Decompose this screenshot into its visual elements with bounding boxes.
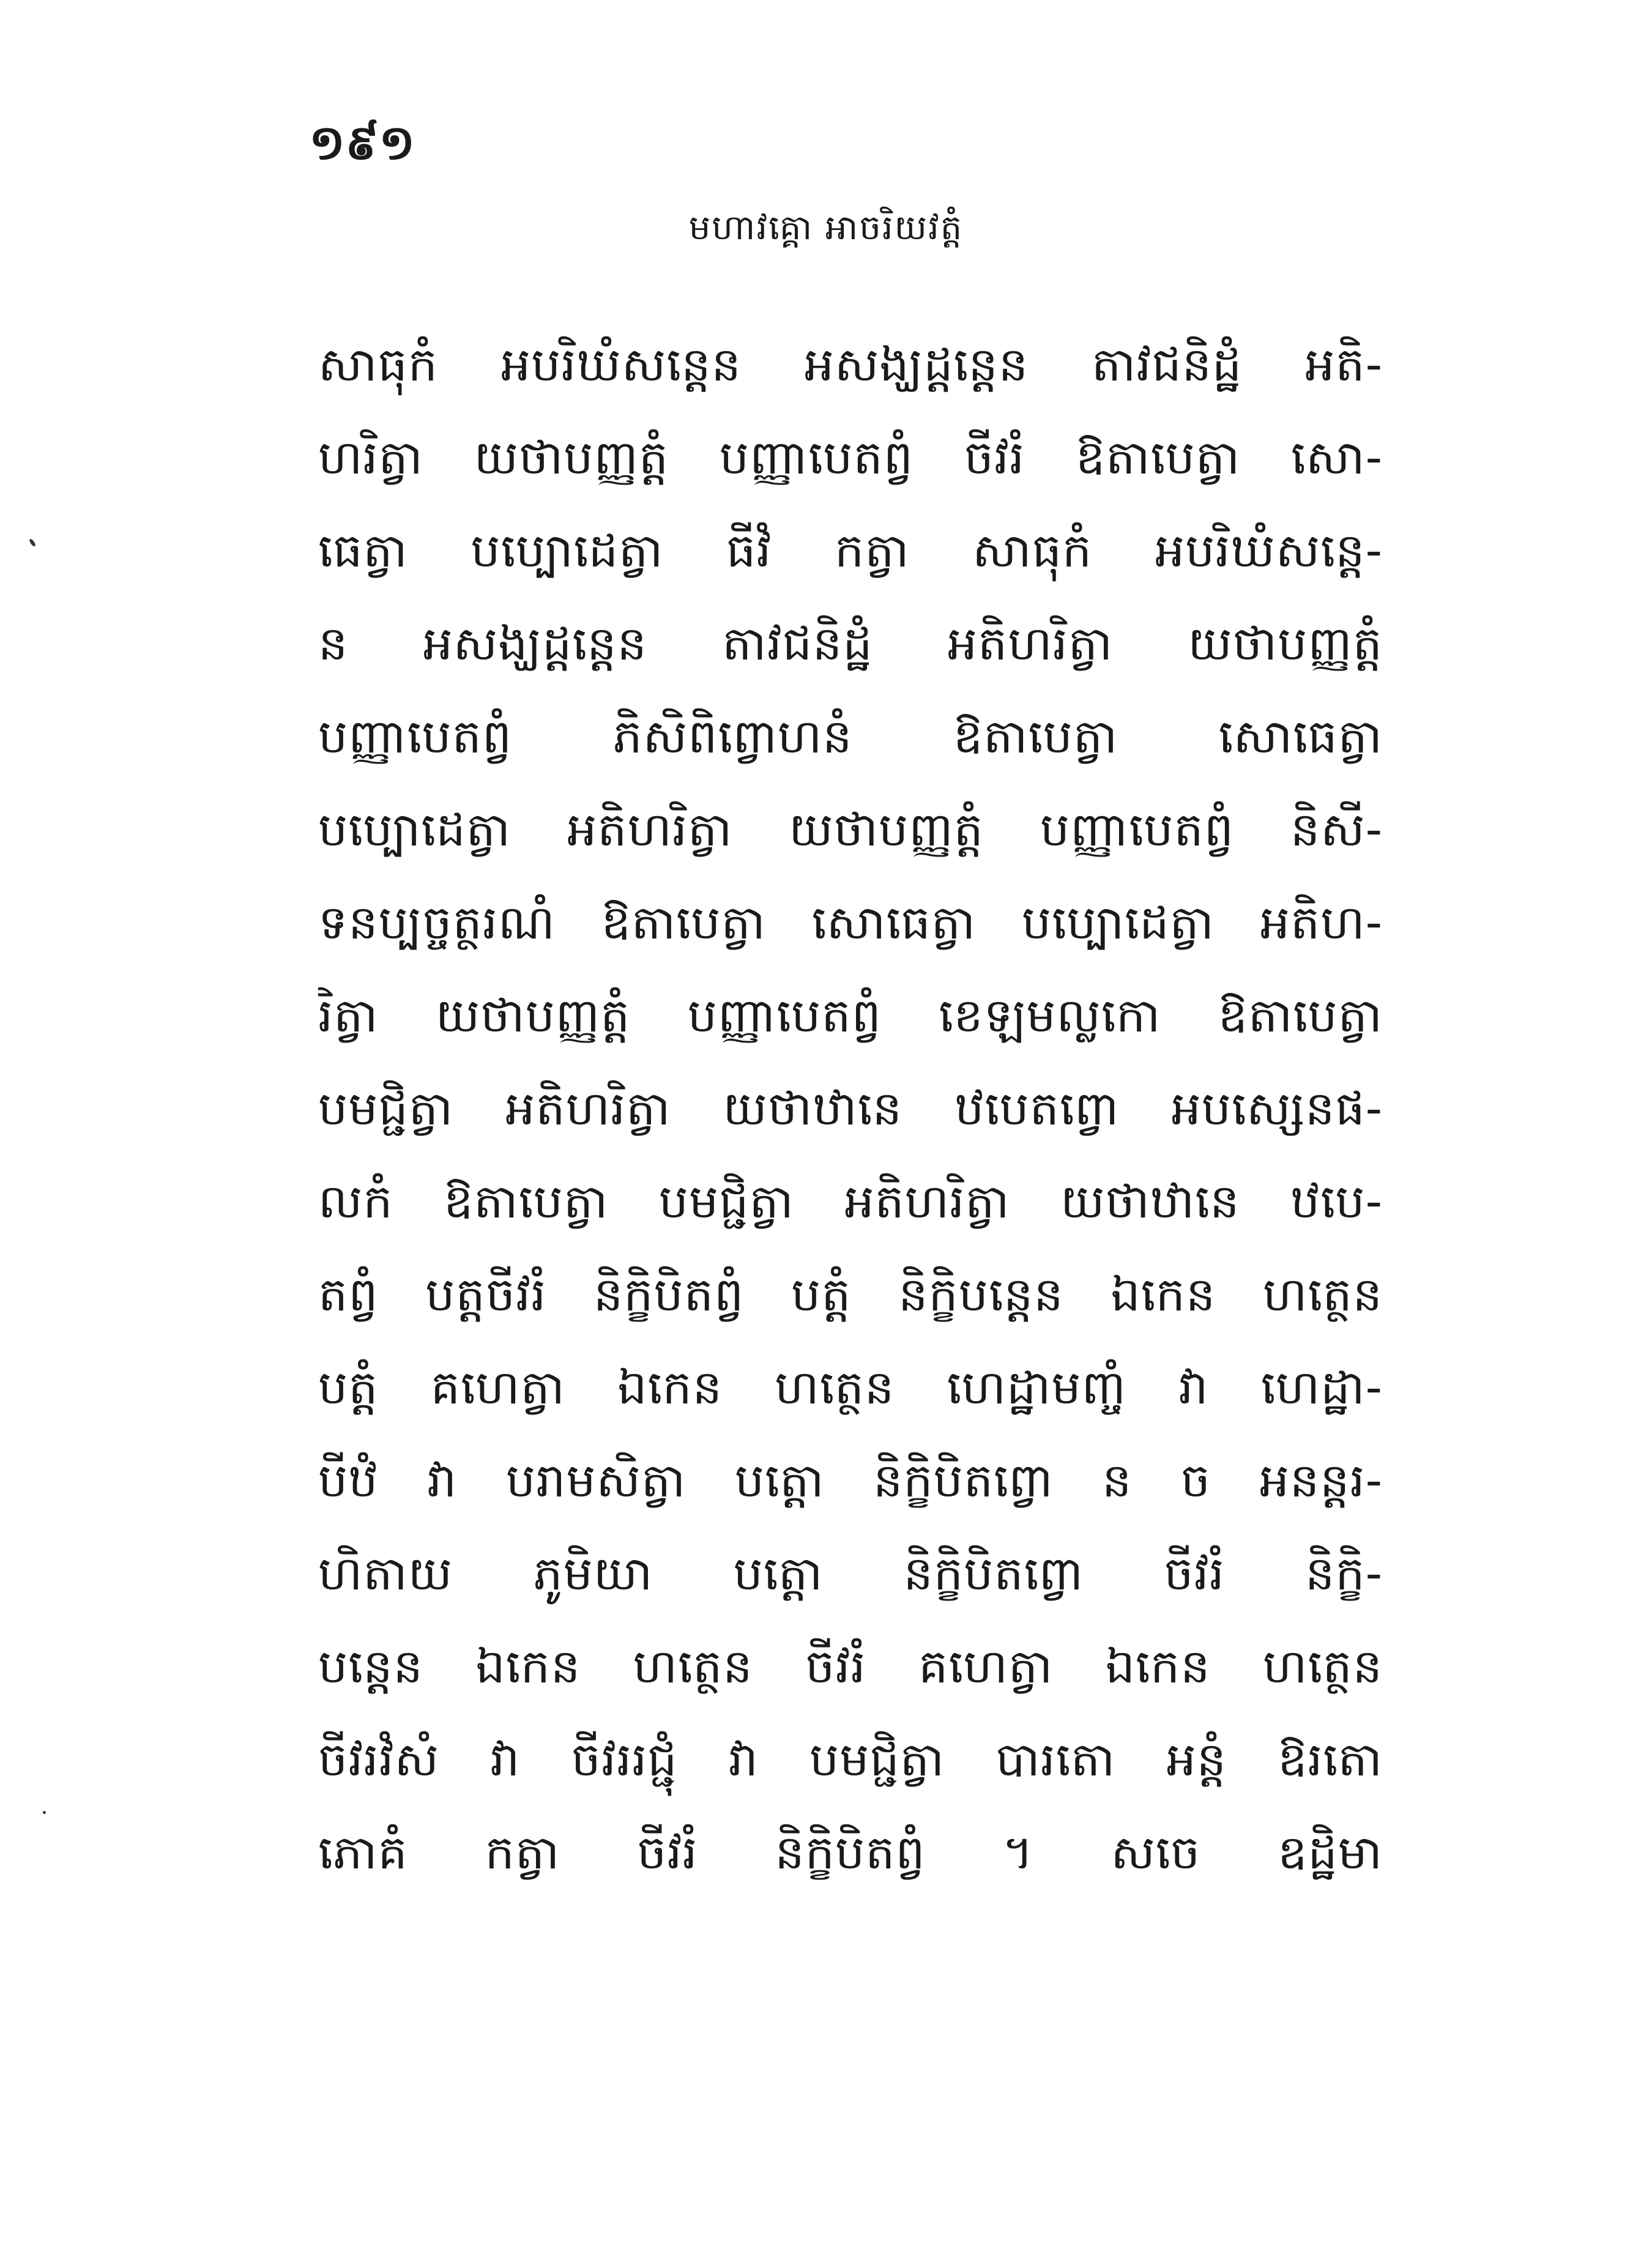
body-line: បមជ្ជិត្វា អតិហរិត្វា យថាឋានេ ឋបេតព្វោ អបស្សេនផ- — [318, 1081, 1383, 1136]
body-line: បញ្ញាបេតព្វំ ភិសិពិព្វោហនំ ឱតាបេត្វា សោធេត្វា — [318, 709, 1383, 764]
body-line: ទនប្បច្ចត្ថរណំ ឱតាបេត្វា សោធេត្វា បប្បោដេត្វា អតិហ- — [318, 895, 1383, 950]
body-line: ចីវរវំសំ វា ចីវររជ្ជុំ វា បមជ្ជិត្វា បារតោ អន្តំ ឱរតោ — [318, 1732, 1383, 1786]
body-line: បត្តំ គហេត្វា ឯកេន ហត្ថេន ហេដ្ឋាមញ្ចំ វា ហេដ្ឋា- — [318, 1360, 1383, 1414]
body-line: បប្បោដេត្វា អតិហរិត្វា យថាបញ្ញត្តំ បញ្ញាបេតព្វំ និសី- — [318, 802, 1383, 857]
page-number: ១៩១ — [309, 116, 415, 171]
body-line: បន្តេន ឯកេន ហត្ថេន ចីវរំ គហេត្វា ឯកេន ហត្ថេន — [318, 1639, 1383, 1693]
body-line: សាធុកំ អបរិឃំសន្តេន អសង្ឃដ្ដន្តេន តាវជនិដ្ឋំ អតិ- — [318, 337, 1383, 392]
running-header: មហាវគ្គោ អាចរិយវត្តំ — [688, 208, 964, 248]
body-line: ធេត្វា បប្បោដេត្វា ធីវំ កត្វា សាធុកំ អបរិឃំសន្តេ- — [318, 523, 1383, 578]
body-line: ន អសង្ឃដ្ដន្តេន តាវជនិដ្ឋំ អតិហរិត្វា យថាបញ្ញត្តំ — [318, 616, 1383, 671]
body-line: តព្វំ បត្តចីវរំ និក្ខិបិតព្វំ បត្តំ និក្ខិបន្តេន ឯកេន ហត្ថេន — [318, 1267, 1383, 1321]
body-text — [318, 318, 1383, 1899]
scan-speck — [29, 538, 37, 548]
body-line: បីឋំ វា បរាមសិត្វា បត្តោ និក្ខិបិតព្វោ ន ច អនន្តរ- — [318, 1453, 1383, 1507]
body-line: ហិតាយ ភូមិយា បត្តោ និក្ខិបិតព្វោ ចីវរំ និក្ខិ- — [318, 1546, 1383, 1600]
body-line: ហរិត្វា យថាបញ្ញត្តំ បញ្ញាបេតព្វំ ចីវរំ ឱតាបេត្វា សោ- — [318, 430, 1383, 485]
body-line: ភោគំ កត្វា ចីវរំ និក្ខិបិតព្វំ ។ សចេ ឧដ្ឋិមា — [318, 1825, 1383, 1879]
body-line: រិត្វា យថាបញ្ញត្តំ បញ្ញាបេតព្វំ ខេឡមល្លកោ ឱតាបេត្វា — [318, 988, 1383, 1043]
scan-speck — [43, 1811, 46, 1814]
body-line: លកំ ឱតាបេត្វា បមជ្ជិត្វា អតិហរិត្វា យថាឋានេ ឋបេ- — [318, 1174, 1383, 1229]
